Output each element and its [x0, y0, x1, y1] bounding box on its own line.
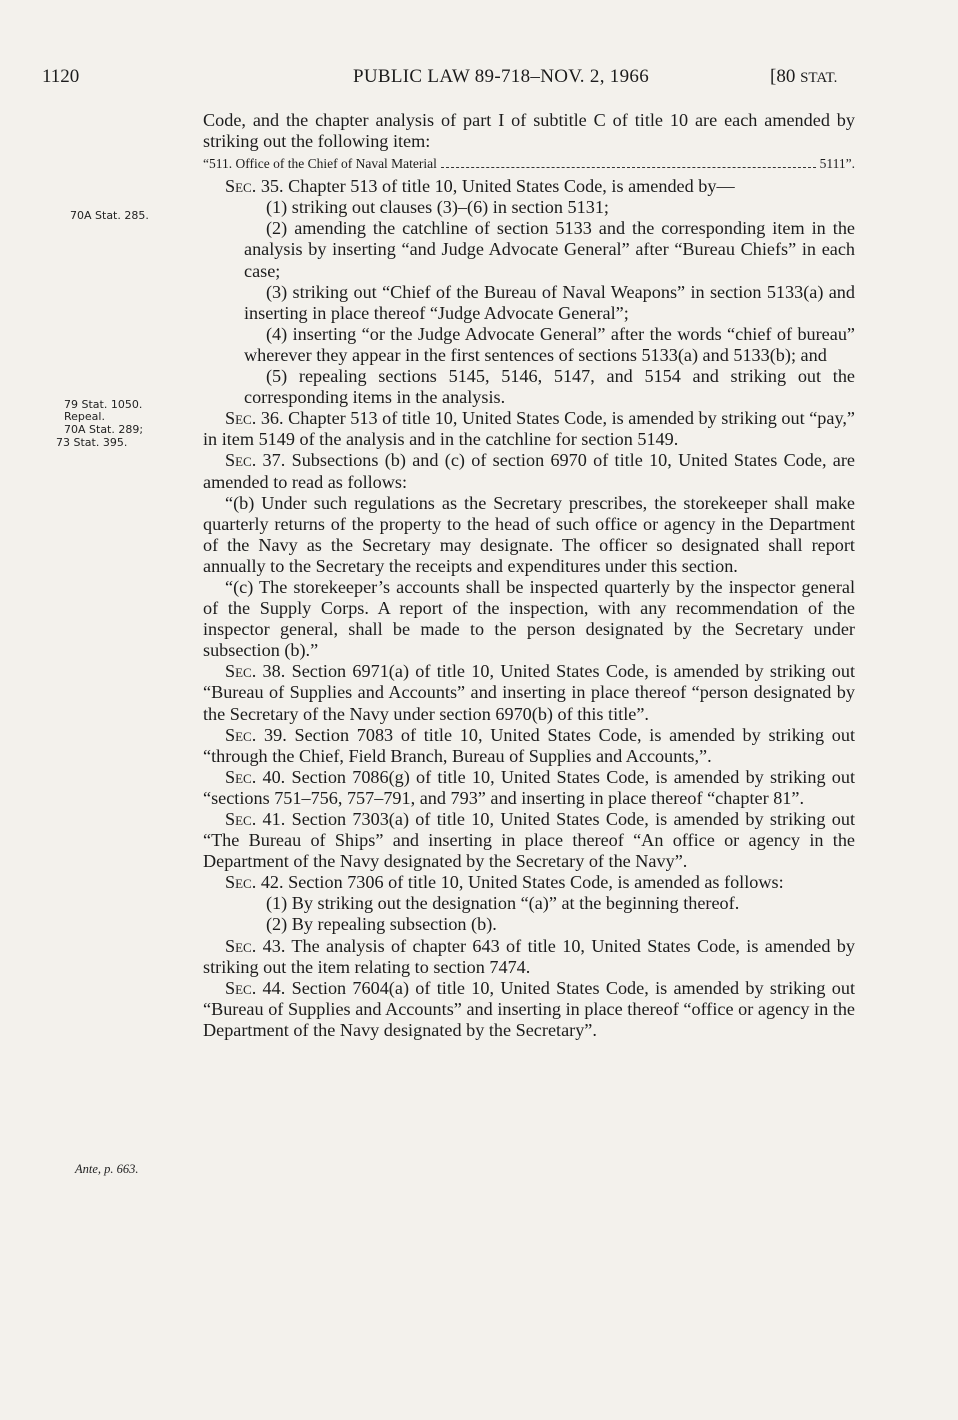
section-35: Sec. 35. Chapter 513 of title 10, United States Code, is amended by—: [225, 176, 735, 197]
section-35-item-5: (5) repealing sections 5145, 5146, 5147, and 5154 and striking out the corresponding items in the analysis.: [244, 366, 855, 408]
margin-note-ante: Ante, p. 663.: [75, 1162, 139, 1176]
page-title: PUBLIC LAW 89-718–NOV. 2, 1966: [353, 66, 650, 87]
section-42-item-2: (2) By repealing subsection (b).: [266, 914, 497, 935]
paragraph-continuation: Code, and the chapter analysis of part I of subtitle C of title 10 are each amended by striking out the following item:: [203, 110, 855, 152]
section-37: Sec. 37. Subsections (b) and (c) of section 6970 of title 10, United States Code, are amended to read as follows:: [203, 450, 855, 492]
page-number: 1120: [42, 66, 80, 87]
margin-note-73-395: 73 Stat. 395.: [56, 436, 128, 449]
statute-reference: [770, 66, 837, 88]
margin-note-repeal: Repeal.: [64, 410, 105, 423]
stat-prefix: [80: [770, 66, 801, 87]
section-44: Sec. 44. Section 7604(a) of title 10, United States Code, is amended by striking out “Bureau of Supplies and Accounts” and inserting in place thereof “office or agency in the Department of the Navy designated by the Secretary”.: [203, 977, 855, 1040]
stat-word: STAT.: [800, 70, 838, 86]
table-item-left: “511. Office of the Chief of Naval Material: [203, 156, 437, 172]
section-35-item-1: (1) striking out clauses (3)–(6) in section 5131;: [266, 197, 609, 218]
section-38: Sec. 38. Section 6971(a) of title 10, United States Code, is amended by striking out “Bureau of Supplies and Accounts” and inserting in place thereof “person designated by the Secretary of the Navy under section 6970(b) of this title”.: [203, 661, 855, 724]
table-item: [203, 153, 855, 174]
leader-dots: [441, 153, 816, 168]
margin-note-70a-285: 70A Stat. 285.: [70, 209, 149, 222]
section-42-item-1: (1) By striking out the designation “(a)” at the beginning thereof.: [266, 893, 740, 914]
section-35-item-3: (3) striking out “Chief of the Bureau of Naval Weapons” in section 5133(a) and inserting in place thereof “Judge Advocate General”;: [244, 281, 855, 323]
section-41: Sec. 41. Section 7303(a) of title 10, United States Code, is amended by striking out “The Bureau of Ships” and inserting in place thereof “An office or agency in the Department of the Navy designated by the Secretary of the Navy”.: [203, 809, 855, 872]
section-43: Sec. 43. The analysis of chapter 643 of title 10, United States Code, is amended by striking out the item relating to section 7474.: [203, 935, 855, 977]
document-body: [203, 110, 855, 1041]
section-37-subsection-c: “(c) The storekeeper’s accounts shall be inspected quarterly by the inspector general of the Supply Corps. A report of the inspection, with any recommendation of the inspector general, shall be made to the person designated by the Secretary under subsection (b).”: [203, 576, 855, 661]
section-42: Sec. 42. Section 7306 of title 10, United States Code, is amended as follows:: [225, 872, 784, 893]
section-35-item-2: (2) amending the catchline of section 5133 and the corresponding item in the analysis by inserting “and Judge Advocate General” after “Bureau Chiefs” in each case;: [244, 218, 855, 281]
section-40: Sec. 40. Section 7086(g) of title 10, United States Code, is amended by striking out “sections 751–756, 757–791, and 793” and inserting in place thereof “chapter 81”.: [203, 766, 856, 808]
section-35-item-4: (4) inserting “or the Judge Advocate General” after the words “chief of bureau” wherever they appear in the first sentences of sections 5133(a) and 5133(b); and: [244, 323, 855, 365]
margin-note-79-1050: 79 Stat. 1050.: [64, 398, 143, 411]
section-39: Sec. 39. Section 7083 of title 10, United States Code, is amended by striking out “through the Chief, Field Branch, Bureau of Supplies and Accounts,”.: [203, 724, 856, 766]
section-37-subsection-b: “(b) Under such regulations as the Secretary prescribes, the storekeeper shall make quarterly returns of the property to the head of such office or agency in the Department of the Navy as the Secretary may designate. The officer so designated shall report annually to the Secretary the receipts and expenditures under this section.: [203, 492, 855, 576]
section-36: Sec. 36. Chapter 513 of title 10, United States Code, is amended by striking out “pay,” in item 5149 of the analysis and in the catchline for section 5149.: [203, 408, 855, 450]
table-item-right: 5111”.: [819, 156, 855, 172]
margin-note-70a-289: 70A Stat. 289;: [64, 423, 144, 436]
